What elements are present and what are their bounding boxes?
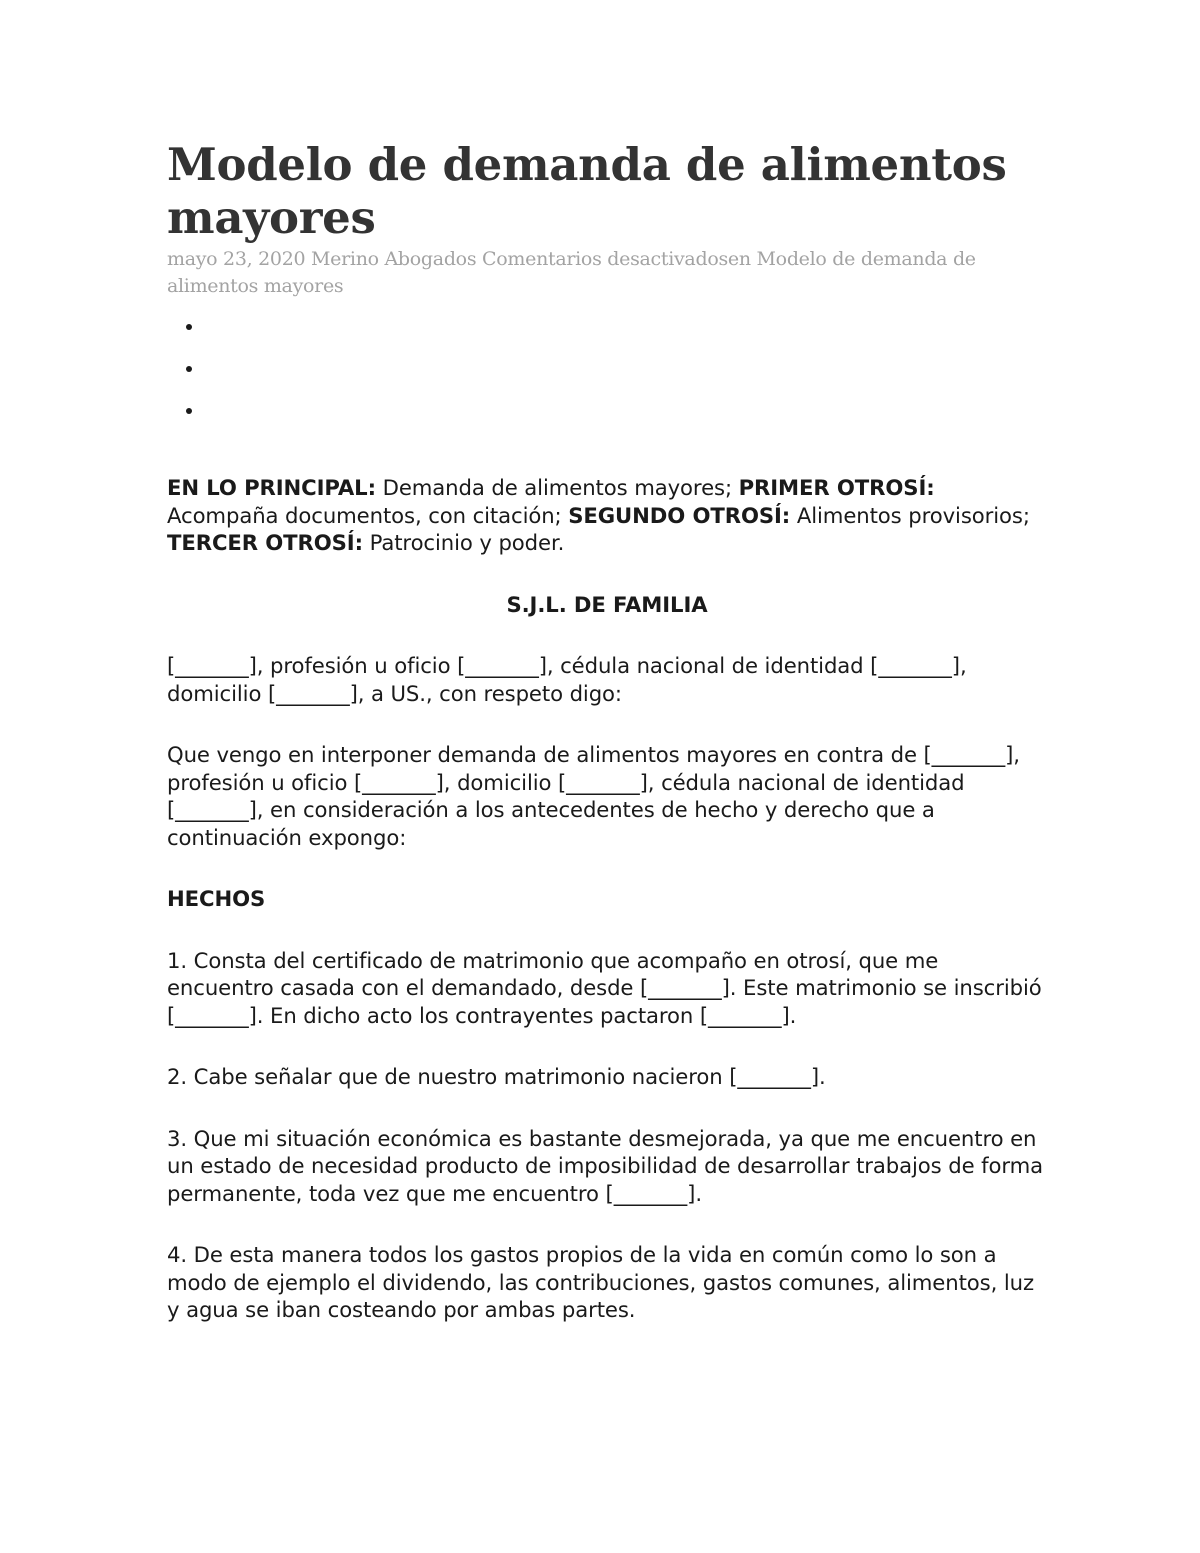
tercer-otrosi-label: TERCER OTROSÍ: <box>167 530 363 555</box>
segundo-otrosi-label: SEGUNDO OTROSÍ: <box>568 502 791 528</box>
segundo-otrosi-text: Alimentos provisorios; <box>796 502 1030 528</box>
primer-otrosi-label: PRIMER OTROSÍ: <box>738 475 935 500</box>
fact-paragraph: 2. Cabe señalar que de nuestro matrimonio nacieron [_______]. <box>167 1064 826 1089</box>
fact-paragraph: 1. Consta del certificado de matrimonio que acompaño en otrosí, que me encuentro casada con el demandado, desde [_______]. Este matrimonio se inscribió [_______]. En dicho acto los contrayentes pactaron [_______]. <box>167 947 1042 1028</box>
share-item[interactable] <box>205 314 1047 356</box>
fact-paragraph: 4. De esta manera todos los gastos propios de la vida en común como lo son a modo de ejemplo el dividendo, las contribuciones, gastos comunes, alimentos, luz y agua se iban costeando por ambas partes. <box>167 1242 1034 1322</box>
court-heading: S.J.L. DE FAMILIA <box>506 591 708 617</box>
article-title: Modelo de demanda de alimentos mayores <box>167 138 1007 244</box>
article-meta <box>167 246 1047 300</box>
share-item[interactable] <box>205 356 1047 398</box>
document-body <box>167 474 1047 1324</box>
intro-paragraph: [_______], profesión u oficio [_______], cédula nacional de identidad [_______], domicilio [_______], a US., con respeto digo: <box>167 653 967 706</box>
principal-text: Demanda de alimentos mayores; <box>382 475 732 500</box>
post-date[interactable]: mayo 23, 2020 <box>167 248 306 270</box>
document-page <box>167 138 1047 1358</box>
fact-paragraph: 3. Que mi situación económica es bastante desmejorada, ya que me encuentro en un estado de necesidad producto de imposibilidad de desarrollar trabajos de forma permanente, toda vez que me encuentro [_______]. <box>167 1125 1044 1206</box>
comments-status: Comentarios desactivadosen Modelo de demanda de alimentos mayores <box>167 248 976 297</box>
principal-label: EN LO PRINCIPAL: <box>167 475 376 500</box>
share-item[interactable] <box>205 398 1047 440</box>
demand-paragraph: Que vengo en interponer demanda de alimentos mayores en contra de [_______], profesión u oficio [_______], domicilio [_______], cédula nacional de identidad [_______], en consideración a los antecedentes de hecho y derecho que a continuación expongo: <box>167 742 1020 850</box>
post-author[interactable]: Merino Abogados <box>311 248 477 270</box>
summary-paragraph <box>167 474 1047 557</box>
facts-heading: HECHOS <box>167 886 266 911</box>
tercer-otrosi-text: Patrocinio y poder. <box>369 530 565 555</box>
primer-otrosi-text: Acompaña documentos, con citación; <box>167 502 562 528</box>
share-list <box>167 314 1047 440</box>
